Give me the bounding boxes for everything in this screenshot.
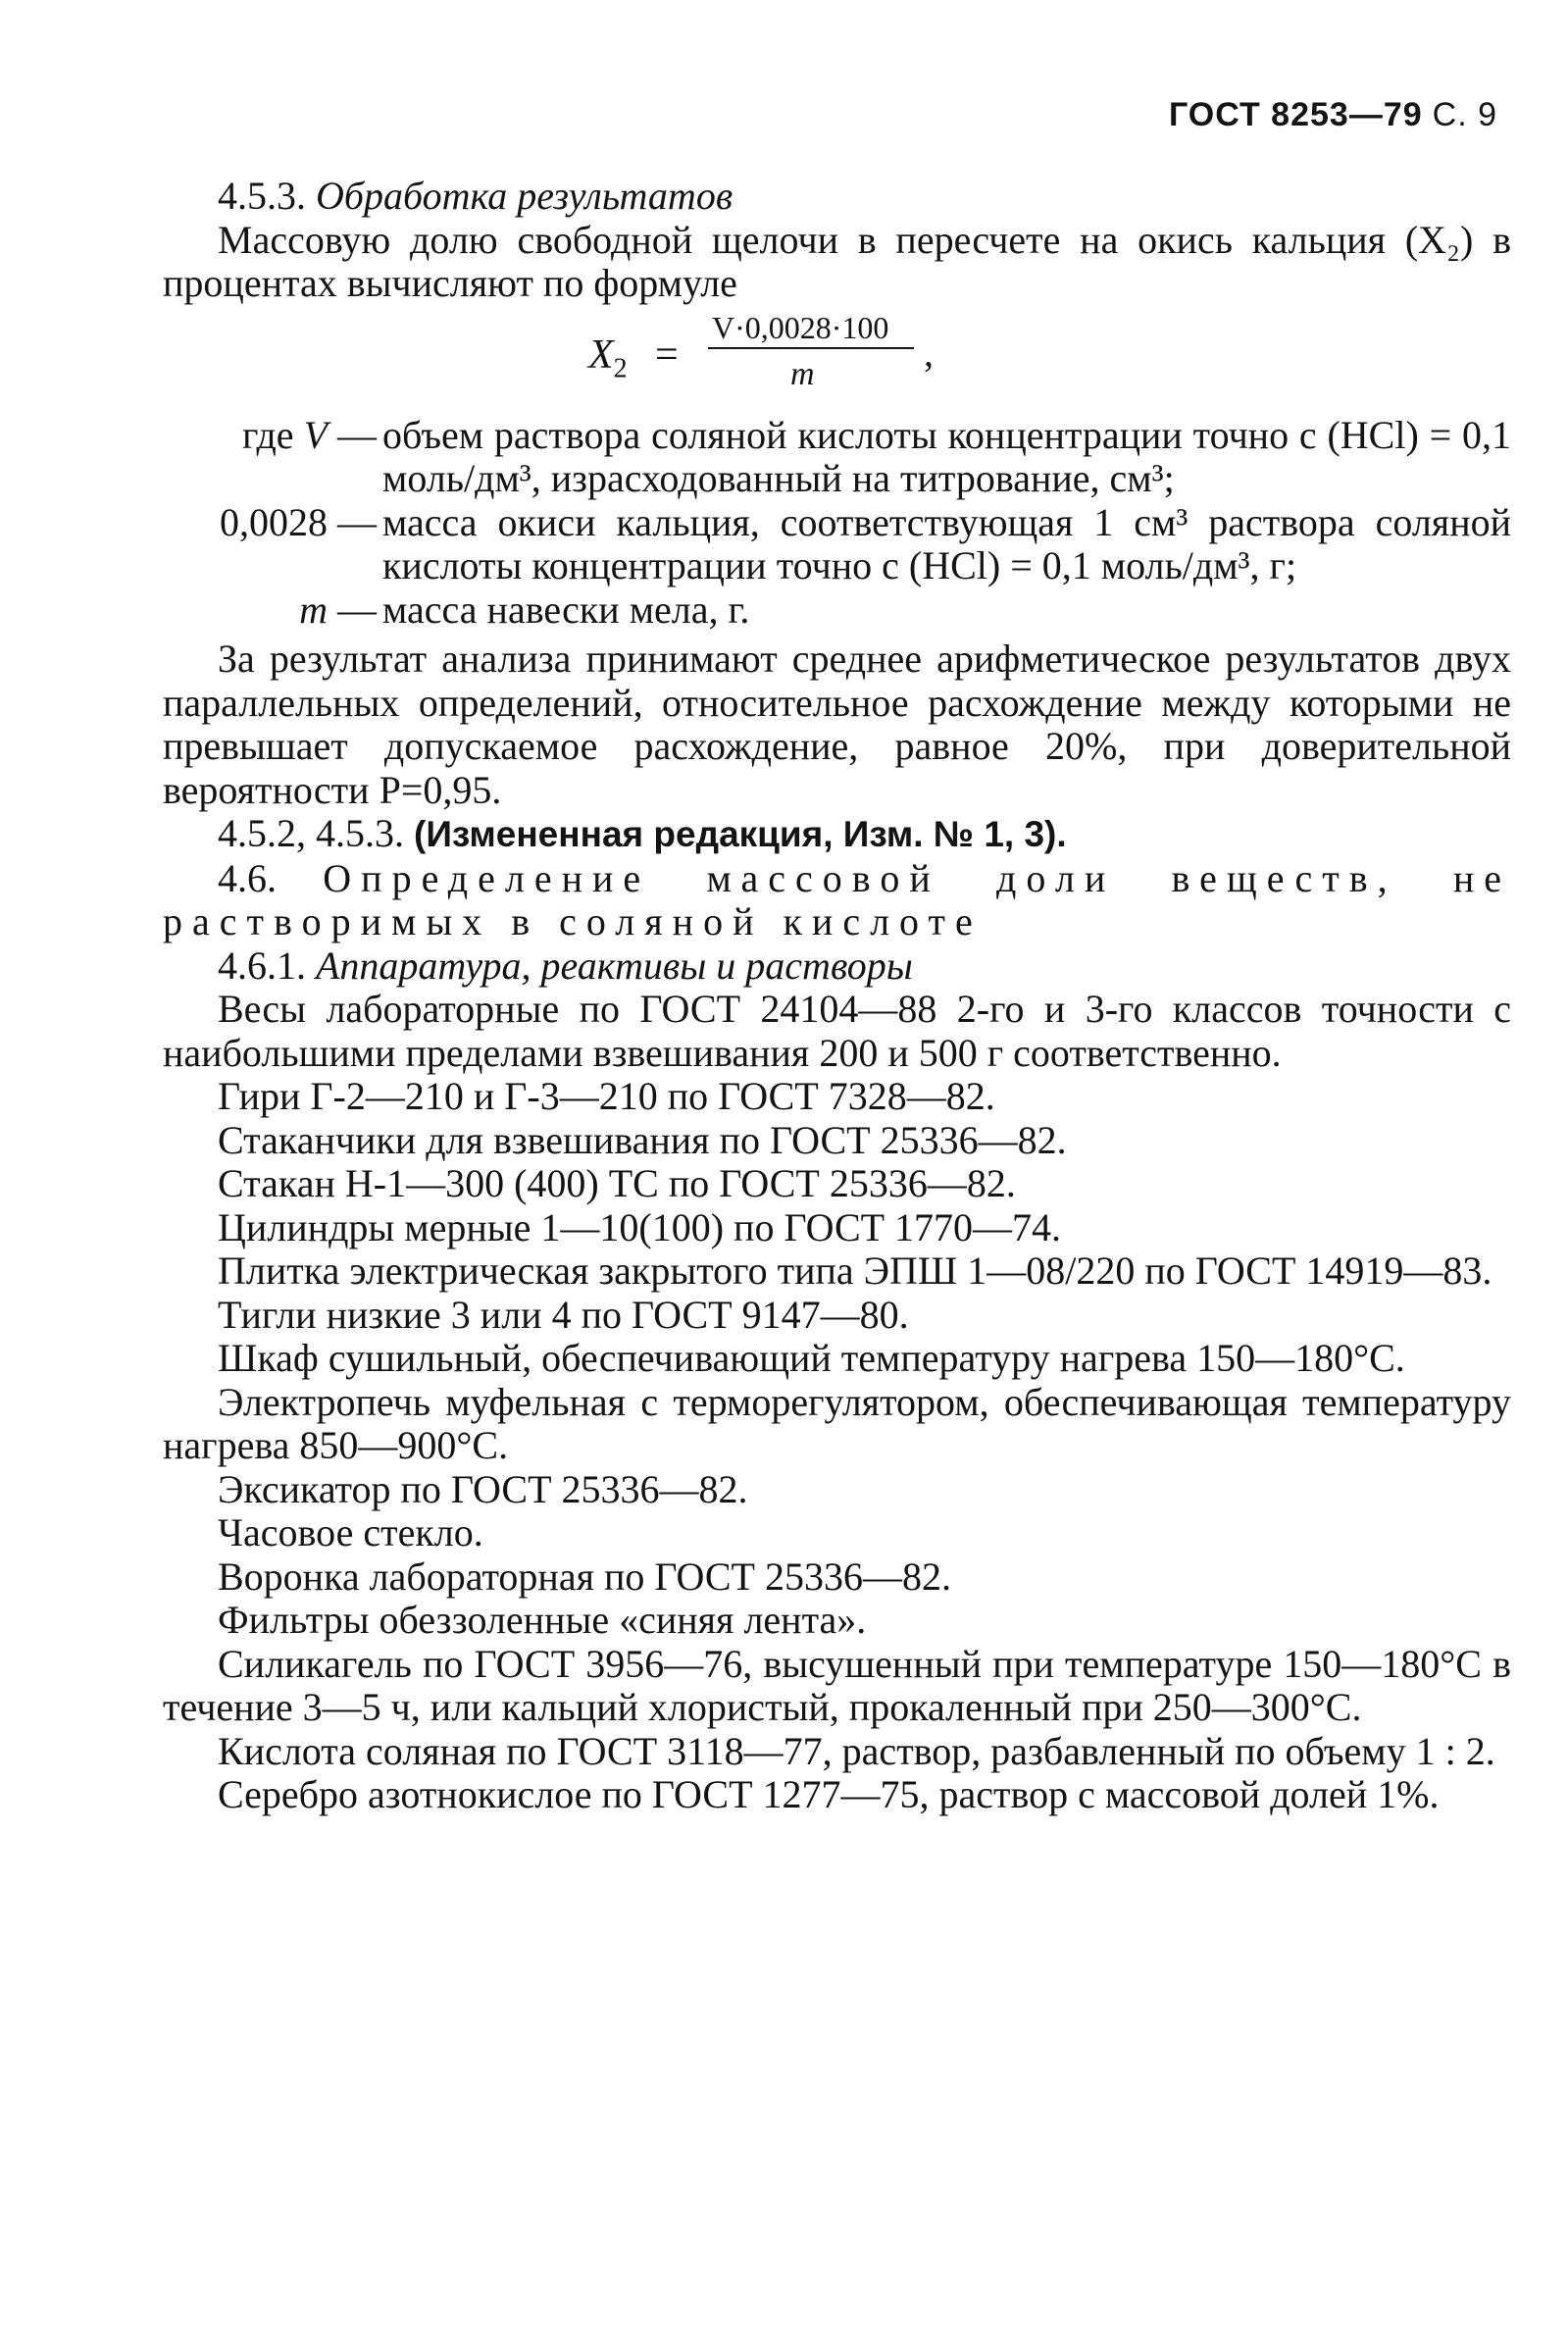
section-heading-4-5-3 [163,175,1511,219]
document-body [163,175,1511,1817]
def-text-v: объем раствора соляной кислоты концентрации точно c (HCl) = 0,1 моль/дм³, израсходованный на титрование, см³; [382,412,1511,500]
intro-paragraph: Массовую долю свободной щелочи в пересчете на окись кальция (X₂) в процентах вычисляют по формуле [163,217,1511,305]
list-item: Фильтры обеззоленные «синяя лента». [218,1598,867,1642]
list-item: Стакан Н-1—300 (400) ТС по ГОСТ 25336—82. [218,1161,1016,1205]
page-header [1169,96,1497,134]
list-item: Силикагель по ГОСТ 3956—76, высушенный при температуре 150—180°С в течение 3—5 ч, или кальций хлористый, прокаленный при 250—300°С. [163,1641,1511,1729]
formula-lhs: $X_2$ [588,331,628,383]
list-item: Кислота соляная по ГОСТ 3118—77, раствор, разбавленный по объему 1 : 2. [218,1728,1495,1773]
def-symbol-m: m — [299,586,377,632]
list-item: Часовое стекло. [218,1510,483,1554]
amendment-note [163,812,1511,857]
list-item: Гири Г-2—210 и Г-3—210 по ГОСТ 7328—82. [218,1074,995,1118]
section-number: 4.6.1. [218,942,306,988]
section-title: Определение массовой доли веществ, не растворимых в соляной кислоте [163,855,1512,943]
def-text-m: масса навески мела, г. [382,586,750,632]
section-title: Обработка результатов [316,174,733,218]
amendment-text: (Измененная редакция, Изм. № 1, 3). [414,814,1067,854]
fraction-bar [708,347,914,349]
formula-denominator: m [790,355,815,392]
formula-equals: = [655,331,679,378]
section-title: Аппаратура, реактивы и растворы [316,942,913,988]
section-number: 4.5.3. [218,174,306,218]
def-symbol-0-0028: 0,0028 — [220,499,377,544]
list-item: Электропечь муфельная с терморегулятором, обеспечивающая температуру нагрева 850—900°С. [163,1379,1511,1467]
formula-x2 [163,306,1511,414]
list-item: Тигли низкие 3 или 4 по ГОСТ 9147—80. [218,1292,909,1337]
section-heading-4-6-1 [163,944,1511,989]
page-number: С. 9 [1432,96,1497,133]
variable-definitions [163,414,1511,633]
list-item: Цилиндры мерные 1—10(100) по ГОСТ 1770—74. [218,1204,1062,1249]
list-item: Стаканчики для взвешивания по ГОСТ 25336—82. [218,1117,1067,1162]
section-heading-4-6 [163,857,1511,944]
list-item: Весы лабораторные по ГОСТ 24104—88 2-го и 3-го классов точности с наибольшими пределами взвешивания 200 и 500 г соответственно. [163,987,1511,1075]
list-item: Плитка электрическая закрытого типа ЭПШ 1—08/220 по ГОСТ 14919—83. [218,1248,1492,1293]
list-item: Шкаф сушильный, обеспечивающий температуру нагрева 150—180°С. [218,1336,1405,1380]
formula-comma: , [924,330,934,375]
list-item: Воронка лабораторная по ГОСТ 25336—82. [218,1554,951,1599]
def-text-0-0028: масса окиси кальция, соответствующая 1 см³ раствора соляной кислоты концентрации точно c (HCl) = 0,1 моль/дм³, г; [382,499,1511,587]
formula-numerator: V·0,0028·100 [712,309,889,345]
document-code: ГОСТ 8253—79 [1168,96,1423,133]
list-item: Эксикатор по ГОСТ 25336—82. [218,1466,748,1511]
list-item: Серебро азотнокислое по ГОСТ 1277—75, раствор с массовой долей 1%. [218,1772,1440,1816]
result-paragraph: За результат анализа принимают среднее арифметическое результатов двух параллельных определений, относительное расхождение между которыми не превышает допускаемое расхождение, равное 20%, при доверительной вероятности P=0,95. [163,637,1511,812]
def-symbol-v: где V — [242,412,377,457]
amendment-refs: 4.5.2, 4.5.3. [218,811,404,855]
section-number: 4.6. [218,855,277,900]
